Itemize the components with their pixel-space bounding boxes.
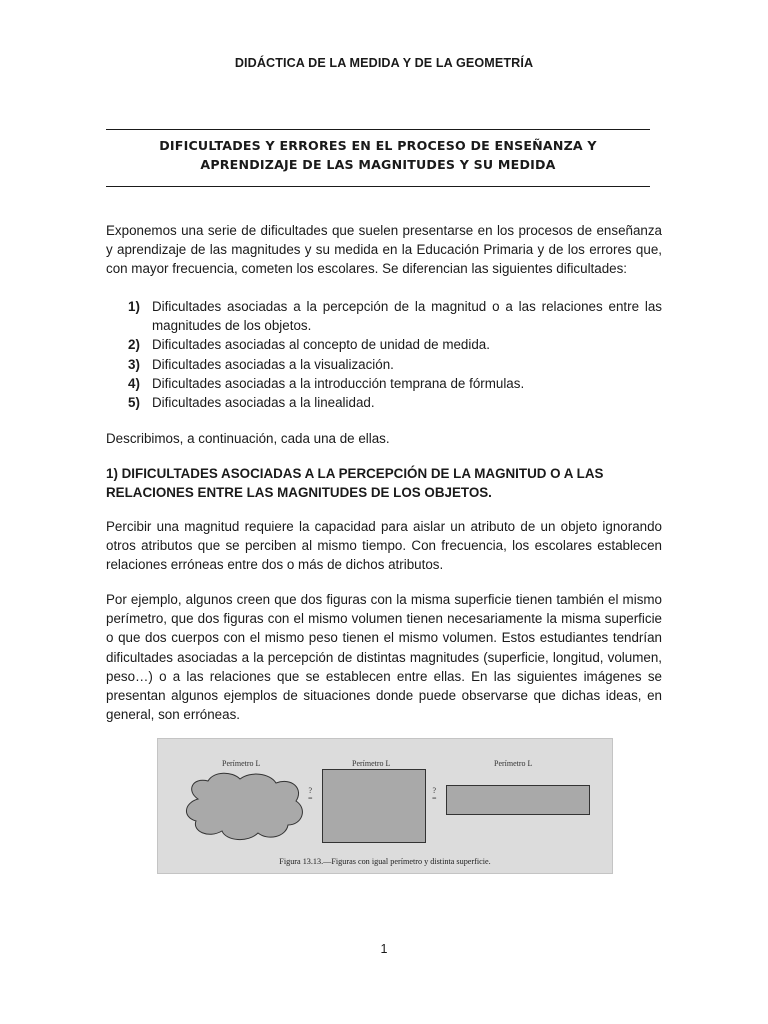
list-item	[106, 297, 662, 335]
page-number: 1	[380, 942, 388, 956]
figure-label-cloud: Perímetro L	[222, 759, 261, 768]
describe-paragraph: Describimos, a continuación, cada una de ellas.	[106, 431, 390, 446]
list-item	[106, 374, 662, 393]
equals-sign: =	[308, 794, 313, 803]
section-heading: 1) DIFICULTADES ASOCIADAS A LA PERCEPCIÓN DE LA MAGNITUD O A LAS RELACIONES ENTRE LAS MAGNITUDES DE LOS OBJETOS.	[106, 466, 604, 501]
title-rule-top	[106, 129, 650, 130]
cloud-shape	[178, 769, 310, 845]
list-item-number: 1)	[128, 299, 140, 314]
rectangle-shape	[446, 785, 590, 815]
question-mark: ?	[432, 786, 437, 795]
title-line-1: DIFICULTADES Y ERRORES EN EL PROCESO DE ENSEÑANZA Y	[159, 138, 597, 153]
figure-caption: Figura 13.13.—Figuras con igual perímetro y distinta superficie.	[279, 857, 491, 866]
list-item	[106, 335, 662, 354]
compare-mark-2	[432, 787, 437, 803]
document-title	[106, 136, 650, 174]
figure-label-rect: Perímetro L	[494, 759, 533, 768]
equals-sign: =	[432, 794, 437, 803]
question-mark: ?	[308, 786, 313, 795]
list-item	[106, 355, 662, 374]
list-item-text: Dificultades asociadas al concepto de unidad de medida.	[152, 337, 490, 353]
list-item-number: 5)	[128, 395, 140, 411]
section-paragraph-2: Por ejemplo, algunos creen que dos figuras con la misma superficie tienen también el mismo perímetro, que dos figuras con el mismo volumen tienen necesariamente la misma superficie o que dos cuerpos con el mismo peso tienen el mismo volumen. Estos estudiantes tendrían dificultades asociadas a la percepción de distintas magnitudes (superficie, longitud, volumen, peso…) o a las relaciones que se establecen entre ellas. En las siguientes imágenes se presentan algunos ejemplos de situaciones donde puede observarse que dichas ideas, en general, son erróneas.	[106, 592, 662, 723]
figure-perimeter-shapes	[157, 738, 613, 874]
figure-label-square: Perímetro L	[352, 759, 391, 768]
intro-paragraph: Exponemos una serie de dificultades que suelen presentarse en los procesos de enseñanza y aprendizaje de las magnitudes y su medida en la Educación Primaria y de los errores que, con mayor frecuencia, cometen los escolares. Se diferencian las siguientes dificultades:	[106, 223, 662, 277]
title-line-2: APRENDIZAJE DE LAS MAGNITUDES Y SU MEDIDA	[200, 157, 556, 172]
square-shape	[322, 769, 426, 843]
list-item-number: 4)	[128, 375, 140, 391]
running-header: DIDÁCTICA DE LA MEDIDA Y DE LA GEOMETRÍA	[234, 56, 534, 70]
list-item-text: Dificultades asociadas a la introducción temprana de fórmulas.	[152, 375, 525, 391]
difficulties-list	[106, 297, 662, 412]
section-paragraph-1: Percibir una magnitud requiere la capacidad para aislar un atributo de un objeto ignorando otros atributos que se perciben al mismo tiempo. Con frecuencia, los escolares establecen relaciones erróneas entre dos o más de dichos atributos.	[106, 519, 662, 573]
list-item-text: Dificultades asociadas a la visualización.	[152, 356, 394, 372]
list-item-text: Dificultades asociadas a la percepción de la magnitud o a las relaciones entre las magnitudes de los objetos.	[152, 299, 662, 334]
list-item-number: 2)	[128, 337, 140, 353]
list-item	[106, 393, 662, 412]
list-item-number: 3)	[128, 356, 140, 372]
title-rule-bottom	[106, 186, 650, 187]
list-item-text: Dificultades asociadas a la linealidad.	[152, 395, 375, 411]
compare-mark-1	[308, 787, 313, 803]
